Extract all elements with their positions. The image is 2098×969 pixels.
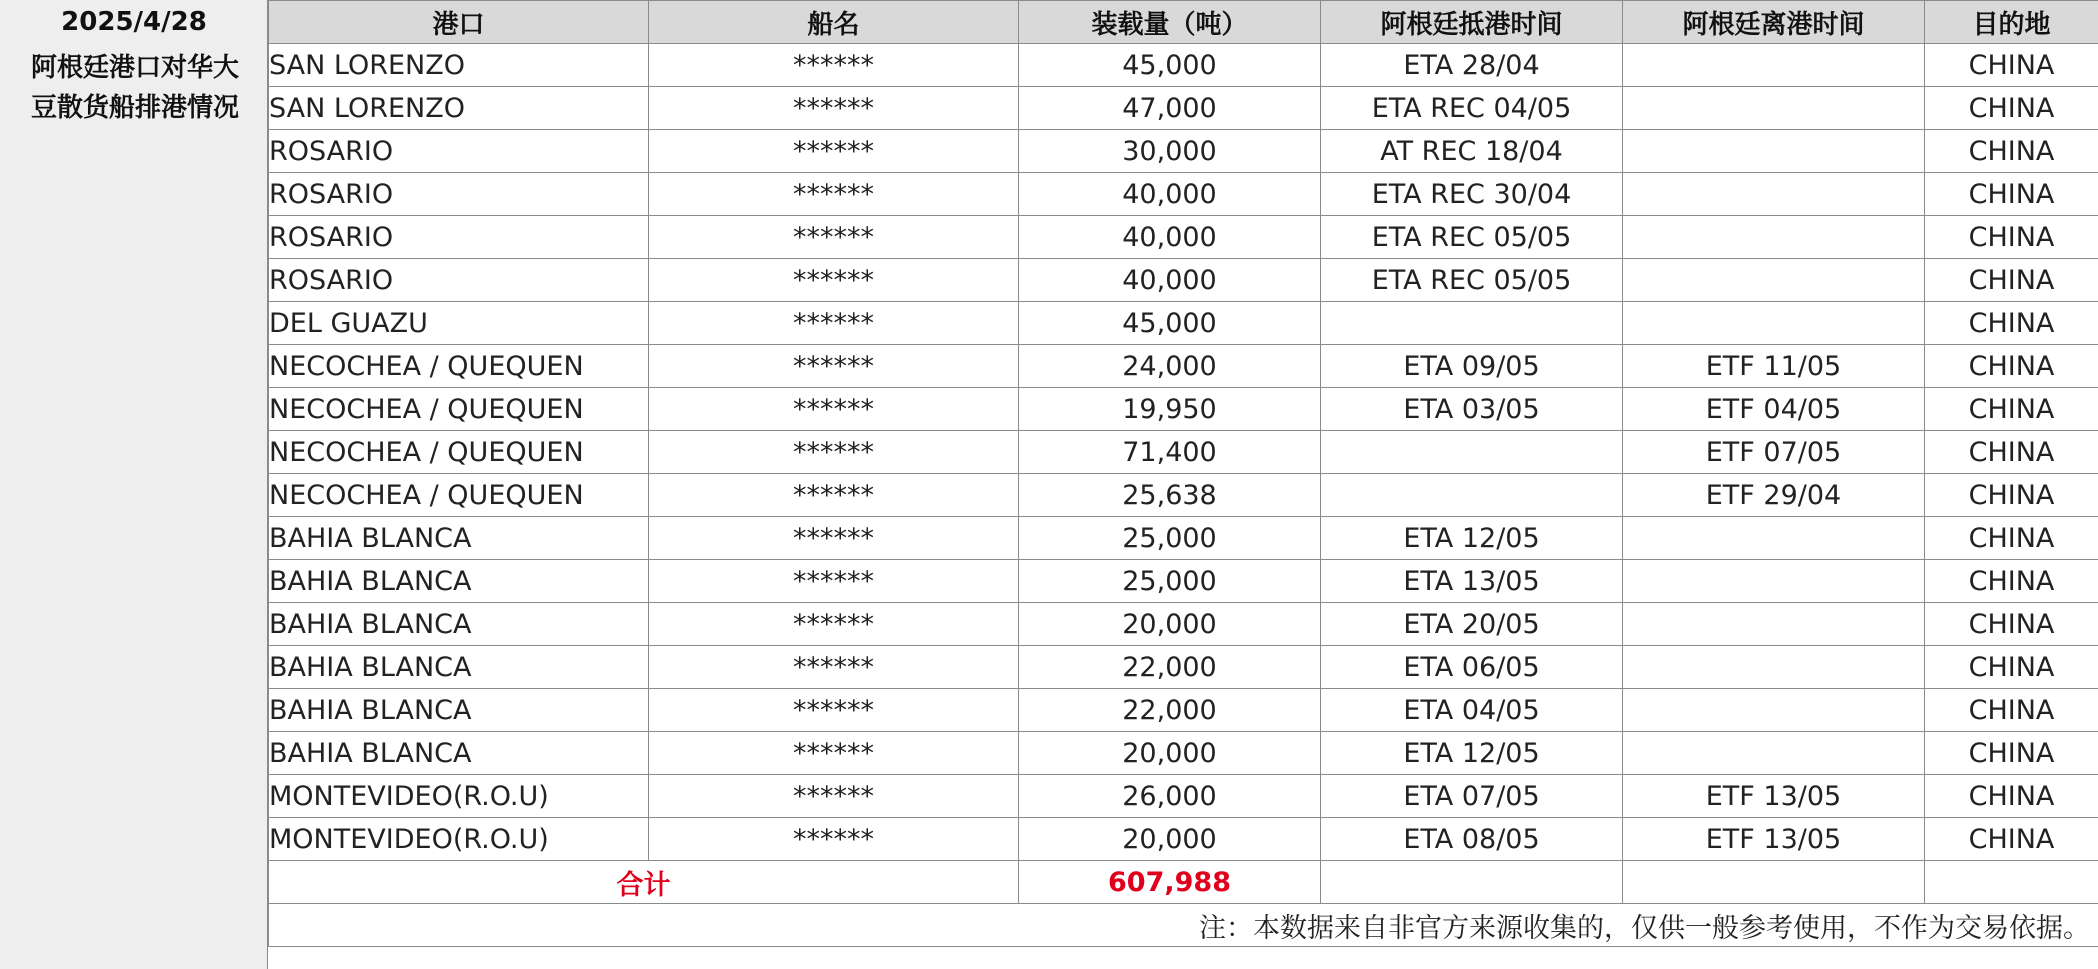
cell-departure-time [1623, 302, 1925, 345]
total-label: 合计 [269, 861, 1019, 904]
cell-port: ROSARIO [269, 173, 649, 216]
header-port: 港口 [269, 1, 649, 44]
table-row [269, 87, 2098, 130]
cell-departure-time: ETF 07/05 [1623, 431, 1925, 474]
cell-departure-time [1623, 259, 1925, 302]
cell-ship-name: ****** [649, 560, 1019, 603]
cell-load: 25,000 [1019, 560, 1321, 603]
header-row [269, 1, 2098, 44]
cell-arrival-time: ETA REC 05/05 [1321, 216, 1623, 259]
cell-destination: CHINA [1925, 474, 2098, 517]
cell-departure-time: ETF 04/05 [1623, 388, 1925, 431]
report-title-line-1: 阿根廷港口对华大 [30, 53, 239, 83]
cell-load: 47,000 [1019, 87, 1321, 130]
cell-arrival-time: ETA 12/05 [1321, 732, 1623, 775]
cell-destination: CHINA [1925, 431, 2098, 474]
cell-destination: CHINA [1925, 44, 2098, 87]
cell-departure-time: ETF 29/04 [1623, 474, 1925, 517]
cell-port: DEL GUAZU [269, 302, 649, 345]
cell-ship-name: ****** [649, 173, 1019, 216]
table-row [269, 603, 2098, 646]
cell-ship-name: ****** [649, 388, 1019, 431]
cell-load: 24,000 [1019, 345, 1321, 388]
cell-ship-name: ****** [649, 517, 1019, 560]
table-row [269, 173, 2098, 216]
table-row [269, 431, 2098, 474]
cell-ship-name: ****** [649, 646, 1019, 689]
table-row [269, 775, 2098, 818]
cell-ship-name: ****** [649, 603, 1019, 646]
cell-arrival-time [1321, 431, 1623, 474]
report-title-line-2: 豆散货船排港情况 [30, 93, 239, 123]
cell-arrival-time: ETA 20/05 [1321, 603, 1623, 646]
cell-destination: CHINA [1925, 560, 2098, 603]
cell-destination: CHINA [1925, 345, 2098, 388]
cell-port: NECOCHEA / QUEQUEN [269, 431, 649, 474]
cell-load: 25,000 [1019, 517, 1321, 560]
table-row [269, 302, 2098, 345]
cell-arrival-time: ETA 28/04 [1321, 44, 1623, 87]
cell-load: 40,000 [1019, 259, 1321, 302]
cell-departure-time [1623, 44, 1925, 87]
cell-port: BAHIA BLANCA [269, 689, 649, 732]
cell-departure-time [1623, 732, 1925, 775]
cell-load: 45,000 [1019, 302, 1321, 345]
total-row [269, 861, 2098, 904]
cell-ship-name: ****** [649, 130, 1019, 173]
header-load: 装载量（吨） [1019, 1, 1321, 44]
table-row [269, 388, 2098, 431]
cell-load: 45,000 [1019, 44, 1321, 87]
report-date: 2025/4/28 [61, 7, 207, 37]
disclaimer-note: 注：本数据来自非官方来源收集的，仅供一般参考使用，不作为交易依据。 [269, 904, 2098, 947]
cell-port: BAHIA BLANCA [269, 646, 649, 689]
cell-load: 40,000 [1019, 173, 1321, 216]
cell-arrival-time [1321, 474, 1623, 517]
cell-ship-name: ****** [649, 689, 1019, 732]
table-row [269, 560, 2098, 603]
cell-departure-time [1623, 603, 1925, 646]
cell-destination: CHINA [1925, 732, 2098, 775]
cell-destination: CHINA [1925, 689, 2098, 732]
cell-arrival-time [1321, 302, 1623, 345]
cell-ship-name: ****** [649, 216, 1019, 259]
cell-port: MONTEVIDEO(R.O.U) [269, 775, 649, 818]
cell-load: 40,000 [1019, 216, 1321, 259]
cell-port: BAHIA BLANCA [269, 560, 649, 603]
note-row [269, 904, 2098, 947]
cell-ship-name: ****** [649, 474, 1019, 517]
cell-port: ROSARIO [269, 130, 649, 173]
cell-departure-time: ETF 13/05 [1623, 775, 1925, 818]
header-depart: 阿根廷离港时间 [1623, 1, 1925, 44]
cell-load: 19,950 [1019, 388, 1321, 431]
cell-departure-time [1623, 130, 1925, 173]
cell-destination: CHINA [1925, 302, 2098, 345]
cell-port: BAHIA BLANCA [269, 517, 649, 560]
header-destination: 目的地 [1925, 1, 2098, 44]
cell-port: BAHIA BLANCA [269, 603, 649, 646]
table-row [269, 732, 2098, 775]
cell-departure-time [1623, 173, 1925, 216]
cell-arrival-time: ETA 07/05 [1321, 775, 1623, 818]
cell-load: 71,400 [1019, 431, 1321, 474]
cell-ship-name: ****** [649, 302, 1019, 345]
cell-ship-name: ****** [649, 345, 1019, 388]
side-panel [0, 0, 268, 969]
cell-departure-time [1623, 646, 1925, 689]
cell-arrival-time: ETA 09/05 [1321, 345, 1623, 388]
total-value: 607,988 [1019, 861, 1321, 904]
cell-destination: CHINA [1925, 775, 2098, 818]
cell-port: BAHIA BLANCA [269, 732, 649, 775]
cell-destination: CHINA [1925, 173, 2098, 216]
total-empty-cell [1925, 861, 2098, 904]
cell-port: SAN LORENZO [269, 87, 649, 130]
table-row [269, 259, 2098, 302]
report-title [6, 48, 264, 128]
cell-load: 20,000 [1019, 603, 1321, 646]
cell-port: NECOCHEA / QUEQUEN [269, 345, 649, 388]
cell-load: 26,000 [1019, 775, 1321, 818]
table-row [269, 689, 2098, 732]
cell-load: 25,638 [1019, 474, 1321, 517]
cell-load: 20,000 [1019, 818, 1321, 861]
cell-load: 30,000 [1019, 130, 1321, 173]
cell-ship-name: ****** [649, 775, 1019, 818]
cell-departure-time: ETF 13/05 [1623, 818, 1925, 861]
cell-arrival-time: ETA 06/05 [1321, 646, 1623, 689]
table-row [269, 130, 2098, 173]
cell-ship-name: ****** [649, 431, 1019, 474]
shipment-table [268, 0, 2098, 947]
total-empty-cell [1623, 861, 1925, 904]
cell-arrival-time: ETA 12/05 [1321, 517, 1623, 560]
table-row [269, 345, 2098, 388]
cell-departure-time: ETF 11/05 [1623, 345, 1925, 388]
table-row [269, 517, 2098, 560]
cell-arrival-time: ETA 13/05 [1321, 560, 1623, 603]
table-row [269, 646, 2098, 689]
cell-port: ROSARIO [269, 259, 649, 302]
cell-destination: CHINA [1925, 517, 2098, 560]
cell-port: NECOCHEA / QUEQUEN [269, 388, 649, 431]
table-row [269, 216, 2098, 259]
cell-destination: CHINA [1925, 388, 2098, 431]
cell-destination: CHINA [1925, 818, 2098, 861]
cell-arrival-time: ETA REC 30/04 [1321, 173, 1623, 216]
cell-destination: CHINA [1925, 603, 2098, 646]
cell-load: 22,000 [1019, 689, 1321, 732]
cell-ship-name: ****** [649, 44, 1019, 87]
cell-arrival-time: ETA 04/05 [1321, 689, 1623, 732]
cell-departure-time [1623, 560, 1925, 603]
cell-departure-time [1623, 517, 1925, 560]
cell-arrival-time: ETA 03/05 [1321, 388, 1623, 431]
cell-load: 20,000 [1019, 732, 1321, 775]
cell-arrival-time: ETA REC 04/05 [1321, 87, 1623, 130]
cell-ship-name: ****** [649, 259, 1019, 302]
cell-departure-time [1623, 216, 1925, 259]
header-ship: 船名 [649, 1, 1019, 44]
cell-port: SAN LORENZO [269, 44, 649, 87]
cell-port: NECOCHEA / QUEQUEN [269, 474, 649, 517]
cell-departure-time [1623, 87, 1925, 130]
cell-destination: CHINA [1925, 259, 2098, 302]
header-arrive: 阿根廷抵港时间 [1321, 1, 1623, 44]
cell-destination: CHINA [1925, 87, 2098, 130]
total-empty-cell [1321, 861, 1623, 904]
cell-destination: CHINA [1925, 646, 2098, 689]
cell-departure-time [1623, 689, 1925, 732]
table-row [269, 474, 2098, 517]
cell-destination: CHINA [1925, 216, 2098, 259]
cell-port: ROSARIO [269, 216, 649, 259]
cell-ship-name: ****** [649, 87, 1019, 130]
cell-arrival-time: AT REC 18/04 [1321, 130, 1623, 173]
cell-load: 22,000 [1019, 646, 1321, 689]
cell-port: MONTEVIDEO(R.O.U) [269, 818, 649, 861]
cell-arrival-time: ETA REC 05/05 [1321, 259, 1623, 302]
cell-arrival-time: ETA 08/05 [1321, 818, 1623, 861]
cell-ship-name: ****** [649, 818, 1019, 861]
table-row [269, 818, 2098, 861]
table-row [269, 44, 2098, 87]
cell-ship-name: ****** [649, 732, 1019, 775]
cell-destination: CHINA [1925, 130, 2098, 173]
